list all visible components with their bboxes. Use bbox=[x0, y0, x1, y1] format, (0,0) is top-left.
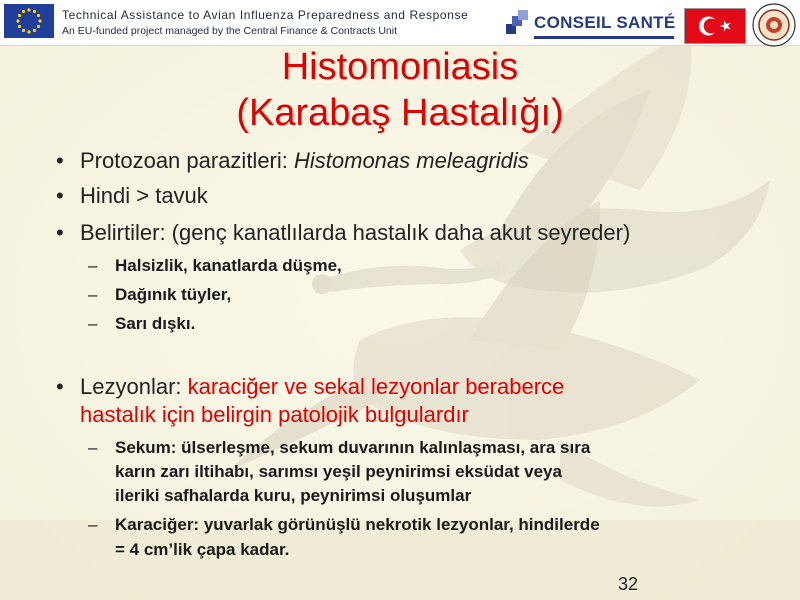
bullet-icon: • bbox=[56, 183, 64, 208]
dash-icon: – bbox=[88, 285, 98, 304]
bullet-text: Belirtiler: (genç kanatlılarda hastalık daha akut seyreder) bbox=[80, 220, 631, 245]
ministry-seal-icon bbox=[752, 3, 796, 47]
header-bar bbox=[0, 0, 800, 46]
eu-flag-icon bbox=[4, 4, 54, 38]
turkish-flag-icon bbox=[684, 8, 746, 44]
bullet-icon: • bbox=[56, 374, 64, 399]
bullet-text bbox=[80, 374, 564, 400]
dash-icon: – bbox=[88, 515, 98, 534]
slide-title-line1: Histomoniasis bbox=[281, 46, 519, 88]
lesion-text-line1: Karaciğer: yuvarlak görünüşlü nekrotik lezyonlar, hindilerde bbox=[115, 515, 600, 534]
bullet-text: Hindi > tavuk bbox=[80, 183, 208, 208]
dash-icon: – bbox=[88, 256, 98, 275]
lesion-text-line3: ileriki safhalarda kuru, peynirimsi oluşumlar bbox=[115, 486, 472, 505]
dash-icon: – bbox=[88, 438, 98, 457]
symptom-text: Halsizlik, kanatlarda düşme, bbox=[115, 256, 342, 275]
species-name: Histomonas meleagridis bbox=[294, 148, 529, 173]
page-number: 32 bbox=[618, 574, 639, 594]
lesion-text-line2: karın zarı iltihabı, sarımsı yeşil peynirimsi eksüdat veya bbox=[115, 462, 562, 481]
conseil-sante-logo-text: CONSEIL SANTÉ bbox=[534, 13, 676, 32]
conseil-sante-underline bbox=[534, 36, 674, 39]
lesions-highlight-line1: karaciğer ve sekal lezyonlar beraberce bbox=[187, 374, 565, 399]
lesion-text-line2: = 4 cm’lik çapa kadar. bbox=[115, 540, 290, 559]
bullet-label: Protozoan parazitleri: bbox=[80, 148, 294, 173]
project-subtitle: An EU-funded project managed by the Central Finance & Contracts Unit bbox=[62, 25, 398, 37]
lesion-text-line1: Sekum: ülserleşme, sekum duvarının kalınlaşması, ara sıra bbox=[115, 438, 591, 457]
conseil-sante-logo bbox=[506, 8, 676, 40]
lesions-highlight-line2: hastalık için belirgin patolojik bulgulardır bbox=[80, 402, 469, 427]
dash-icon: – bbox=[88, 314, 98, 333]
bullet-icon: • bbox=[56, 220, 64, 245]
bullet-text bbox=[80, 148, 529, 174]
slide-title bbox=[0, 44, 800, 136]
conseil-sante-logo-icon bbox=[506, 10, 530, 38]
project-title: Technical Assistance to Avian Influenza Preparedness and Response bbox=[62, 8, 469, 22]
bullet-icon: • bbox=[56, 148, 64, 173]
lesions-label: Lezyonlar: bbox=[80, 374, 188, 399]
symptom-text: Dağınık tüyler, bbox=[115, 285, 232, 304]
slide-title-line2: (Karabaş Hastalığı) bbox=[236, 92, 564, 134]
symptom-text: Sarı dışkı. bbox=[115, 314, 196, 333]
